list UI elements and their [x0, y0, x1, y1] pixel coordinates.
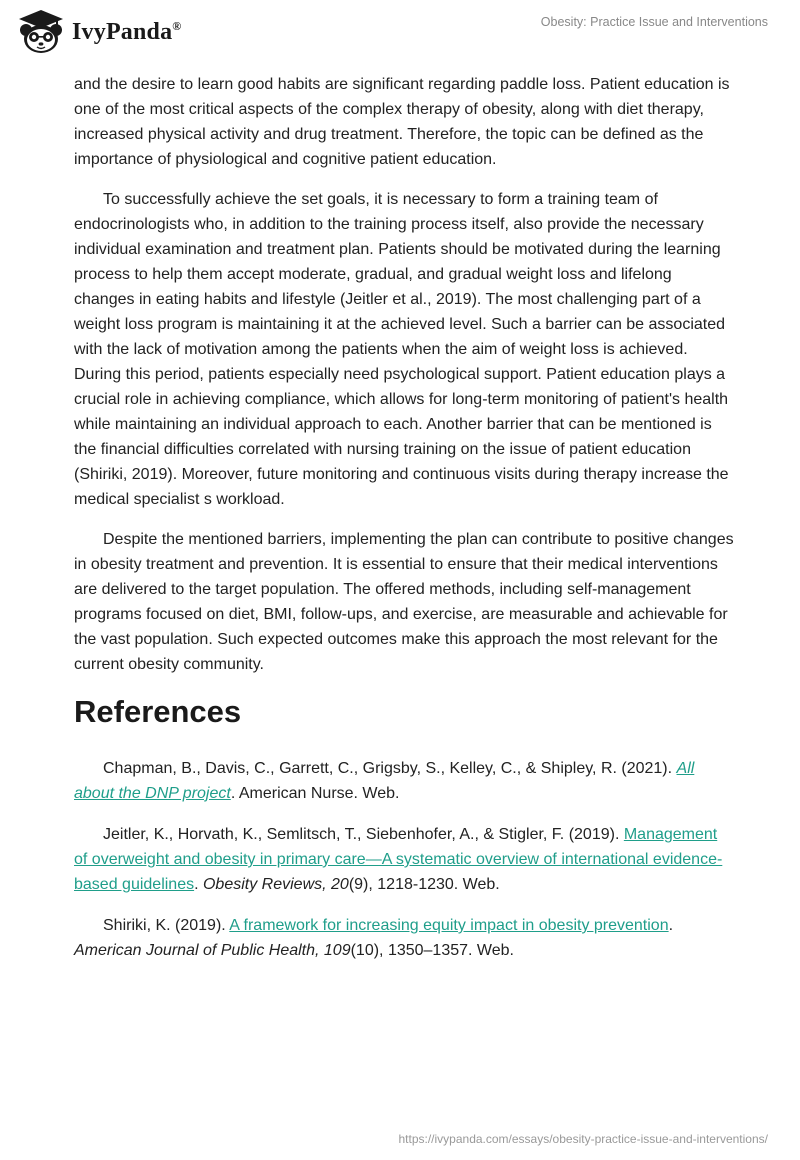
- panda-logo-icon: [16, 8, 66, 56]
- reference-authors: Shiriki, K. (2019).: [103, 917, 230, 934]
- page-url: https://ivypanda.com/essays/obesity-practice-issue-and-interventions/: [398, 1132, 768, 1146]
- logo-text: [72, 19, 181, 46]
- reference-item: Jeitler, K., Horvath, K., Semlitsch, T., Siebenhofer, A., & Stigler, F. (2019). Management of overweight and obesity in primary care—A systematic overview of international evidence-based guidelines. Obesity Reviews, 20(9), 1218-1230. Web.: [74, 826, 723, 893]
- reference-source: (10), 1350–1357. Web.: [350, 942, 514, 959]
- reference-source: (9), 1218-1230. Web.: [348, 876, 500, 893]
- reference-item: [74, 756, 734, 806]
- body-paragraph-2: To successfully achieve the set goals, it is necessary to form a training team of endocrinologists who, in addition to the training process itself, also provide the necessary individual examination and treatment plan. Patients should be motivated during the learning process to help them accept moderate, gradual, and gradual weight loss and lifelong changes in eating habits and lifestyle (Jeitler et al., 2019). The most challenging part of a weight loss program is maintaining it at the achieved level. Such a barrier can be associated with the lack of motivation among the patients when the aim of weight loss is achieved. During this period, patients especially need psychological support. Patient education plays a crucial role in achieving compliance, which allows for long-term monitoring of patient's health while maintaining an individual approach to each. Another barrier that can be mentioned is the financial difficulties correlated with nursing training on the issue of patient education (Shiriki, 2019). Moreover, future monitoring and continuous visits during therapy increase the medical specialist s workload.: [74, 191, 729, 508]
- brand-name: IvyPanda: [72, 18, 173, 45]
- ivypanda-logo[interactable]: [16, 8, 181, 56]
- reference-link[interactable]: A framework for increasing equity impact in obesity prevention: [229, 917, 669, 934]
- reference-item: Shiriki, K. (2019). A framework for increasing equity impact in obesity prevention. American Journal of Public Health, 109(10), 1350–1357. Web.: [74, 917, 674, 959]
- reference-link[interactable]: All about the DNP project: [74, 760, 695, 802]
- page-header: [0, 0, 800, 70]
- document-title: Obesity: Practice Issue and Interventions: [540, 15, 768, 29]
- body-paragraph-1: and the desire to learn good habits are significant regarding paddle loss. Patient education is one of the most critical aspects of the complex therapy of obesity, along with diet therapy, increased physical activity and drug treatment. Therefore, the topic can be defined as the importance of physiological and cognitive patient education.: [74, 76, 730, 168]
- references-heading: References: [74, 694, 242, 729]
- reference-journal: Obesity Reviews, 20: [202, 876, 349, 893]
- reference-source: . American Nurse. Web.: [230, 785, 400, 802]
- reference-authors: Jeitler, K., Horvath, K., Semlitsch, T., Siebenhofer, A., & Stigler, F. (2019).: [103, 826, 624, 843]
- registered-mark: ®: [172, 18, 182, 33]
- reference-authors: Chapman, B., Davis, C., Garrett, C., Grigsby, S., Kelley, C., & Shipley, R. (2021).: [103, 760, 677, 777]
- essay-content: [74, 72, 734, 979]
- body-paragraph-3: Despite the mentioned barriers, implementing the plan can contribute to positive changes in obesity treatment and prevention. It is essential to ensure that their medical interventions are delivered to the target population. The offered methods, including self-management programs focused on diet, BMI, follow-ups, and exercise, are measurable and achievable for the vast population. Such expected outcomes make this approach the most relevant for the current obesity community.: [74, 531, 734, 673]
- reference-link[interactable]: Management of overweight and obesity in primary care—A systematic overview of international evidence-based guidelines: [74, 826, 723, 893]
- reference-journal: American Journal of Public Health, 109: [74, 942, 351, 959]
